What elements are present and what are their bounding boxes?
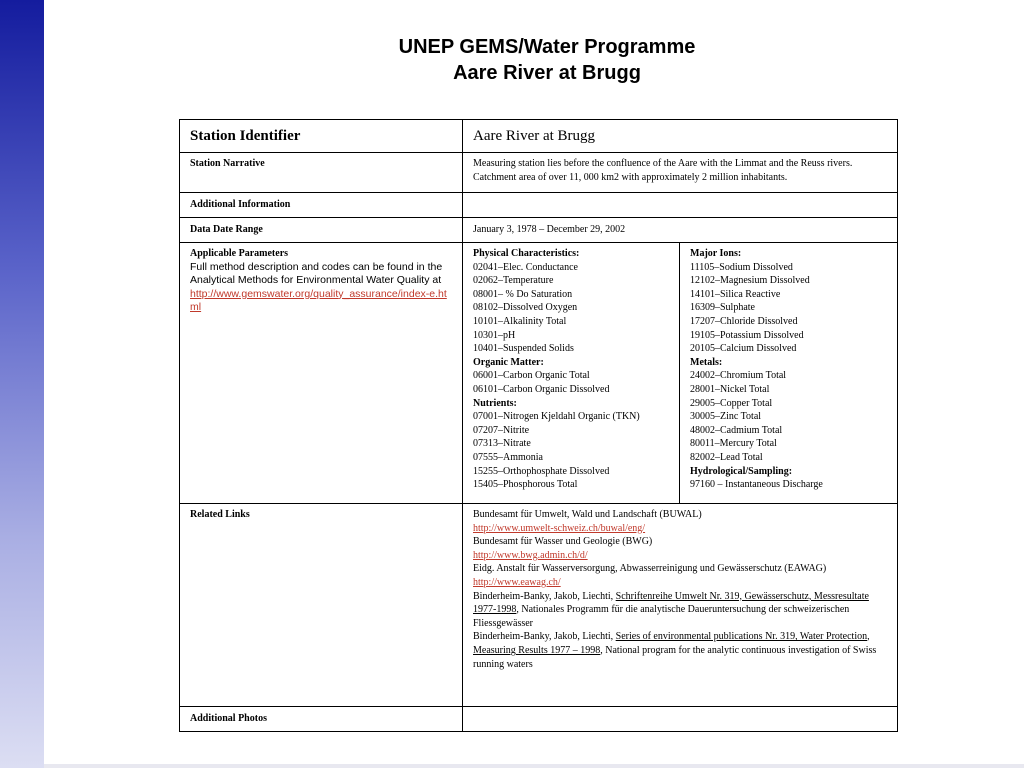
parameter-item: 97160 – Instantaneous Discharge — [690, 479, 823, 491]
parameter-item: 80011–Mercury Total — [690, 438, 777, 450]
data-date-range-label: Data Date Range — [180, 218, 463, 243]
buwal-link[interactable]: http://www.umwelt-schweiz.ch/buwal/eng/ — [473, 522, 646, 534]
parameter-item: 17207–Chloride Dissolved — [690, 315, 798, 327]
related-links-cell — [463, 504, 898, 707]
parameter-item: 06101–Carbon Organic Dissolved — [473, 383, 610, 395]
station-identifier-label: Station Identifier — [180, 120, 463, 153]
parameter-item: 24002–Chromium Total — [690, 370, 787, 382]
eawag-name: Eidg. Anstalt für Wasserversorgung, Abwasserreinigung und Gewässerschutz (EAWAG) — [473, 563, 827, 575]
parameter-item: 28001–Nickel Total — [690, 383, 770, 395]
parameter-item: 07313–Nitrate — [473, 438, 531, 450]
parameter-item: 07001–Nitrogen Kjeldahl Organic (TKN) — [473, 411, 640, 423]
reference-2 — [473, 630, 887, 671]
station-identifier-value: Aare River at Brugg — [463, 120, 898, 153]
station-narrative-row — [180, 153, 898, 193]
parameter-item: 15405–Phosphorous Total — [473, 479, 578, 491]
parameter-item: 12102–Magnesium Dissolved — [690, 275, 810, 287]
additional-photos-label: Additional Photos — [180, 707, 463, 732]
parameter-item: 48002–Cadmium Total — [690, 424, 783, 436]
parameter-item: 07555–Ammonia — [473, 451, 543, 463]
applicable-parameters-label: Applicable Parameters — [190, 248, 289, 259]
station-narrative-label: Station Narrative — [180, 153, 463, 193]
parameter-item: 30005–Zinc Total — [690, 411, 762, 423]
related-links-label: Related Links — [180, 504, 463, 707]
station-identifier-row — [180, 120, 898, 153]
reference-1-series: Schriftenreihe Umwelt Nr. 319, Gewässerschutz, Messresultate 1977-1998 — [473, 590, 869, 616]
parameter-item: 15255–Orthophosphate Dissolved — [473, 465, 610, 477]
parameter-item: 82002–Lead Total — [690, 451, 763, 463]
additional-information-row — [180, 193, 898, 218]
additional-information-value — [463, 193, 898, 218]
gemswater-methods-link[interactable]: http://www.gemswater.org/quality_assurance/index-e.html — [190, 287, 447, 314]
title-line-1: UNEP GEMS/Water Programme — [398, 36, 696, 58]
reference-1 — [473, 590, 887, 631]
parameters-description: Full method description and codes can be found in the Analytical Methods for Environmental Water Quality at — [190, 260, 443, 287]
parameter-item: 02062–Temperature — [473, 275, 554, 287]
reference-2-separator: , — [867, 631, 870, 643]
applicable-parameters-cell — [180, 243, 463, 504]
parameter-item: 02041–Elec. Conductance — [473, 261, 578, 273]
reference-2-results: Measuring Results 1977 – 1998 — [473, 644, 601, 656]
additional-photos-value — [463, 707, 898, 732]
additional-information-label: Additional Information — [180, 193, 463, 218]
parameter-item: 11105–Sodium Dissolved — [690, 261, 793, 273]
reference-2-description: , National program for the analytic continuous investigation of Swiss running waters — [473, 644, 877, 670]
major-ions-heading: Major Ions: — [690, 248, 742, 259]
parameter-item: 19105–Potassium Dissolved — [690, 329, 804, 341]
parameter-item: 14101–Silica Reactive — [690, 288, 781, 300]
parameter-item: 20105–Calcium Dissolved — [690, 343, 797, 355]
reference-2-series: Series of environmental publications Nr. 319, Water Protection — [615, 631, 868, 643]
applicable-parameters-row — [180, 243, 898, 504]
additional-photos-row — [180, 707, 898, 732]
organic-matter-heading: Organic Matter: — [473, 356, 544, 368]
metals-heading: Metals: — [690, 356, 723, 368]
parameter-item: 10101–Alkalinity Total — [473, 315, 567, 327]
parameters-column-2 — [680, 243, 898, 504]
parameter-item: 08001– % Do Saturation — [473, 288, 573, 300]
parameter-item: 06001–Carbon Organic Total — [473, 370, 590, 382]
page-title — [300, 34, 794, 86]
station-narrative-value: Measuring station lies before the confluence of the Aare with the Limmat and the Reuss rivers. Catchment area of over 11, 000 km2 with approximately 2 million inhabitants. — [463, 153, 898, 193]
reference-1-description: , Nationales Programm für die analytische Daueruntersuchung der schweizerischen Fliessgewässer — [473, 604, 850, 629]
nutrients-heading: Nutrients: — [473, 397, 517, 409]
decorative-side-bar — [0, 0, 44, 768]
parameter-item: 10401–Suspended Solids — [473, 343, 574, 355]
hydrological-sampling-heading: Hydrological/Sampling: — [690, 465, 793, 477]
station-table — [179, 119, 898, 732]
parameters-column-1 — [463, 243, 680, 504]
reference-2-authors: Binderheim-Banky, Jakob, Liechti, — [473, 631, 616, 643]
physical-characteristics-heading: Physical Characteristics: — [473, 248, 580, 259]
bwg-link[interactable]: http://www.bwg.admin.ch/d/ — [473, 549, 588, 561]
parameter-item: 16309–Sulphate — [690, 302, 755, 314]
data-date-range-row — [180, 218, 898, 243]
data-date-range-value: January 3, 1978 – December 29, 2002 — [463, 218, 898, 243]
parameter-item: 10301–pH — [473, 329, 516, 341]
reference-1-authors: Binderheim-Banky, Jakob, Liechti, — [473, 590, 616, 602]
bottom-strip — [44, 764, 1024, 768]
parameter-item: 08102–Dissolved Oxygen — [473, 302, 578, 314]
eawag-link[interactable]: http://www.eawag.ch/ — [473, 576, 561, 588]
related-links-row — [180, 504, 898, 707]
parameter-item: 07207–Nitrite — [473, 424, 530, 436]
title-line-2: Aare River at Brugg — [453, 62, 641, 84]
parameter-item: 29005–Copper Total — [690, 397, 773, 409]
buwal-name: Bundesamt für Umwelt, Wald und Landschaft (BUWAL) — [473, 509, 702, 520]
bwg-name: Bundesamt für Wasser und Geologie (BWG) — [473, 536, 653, 548]
